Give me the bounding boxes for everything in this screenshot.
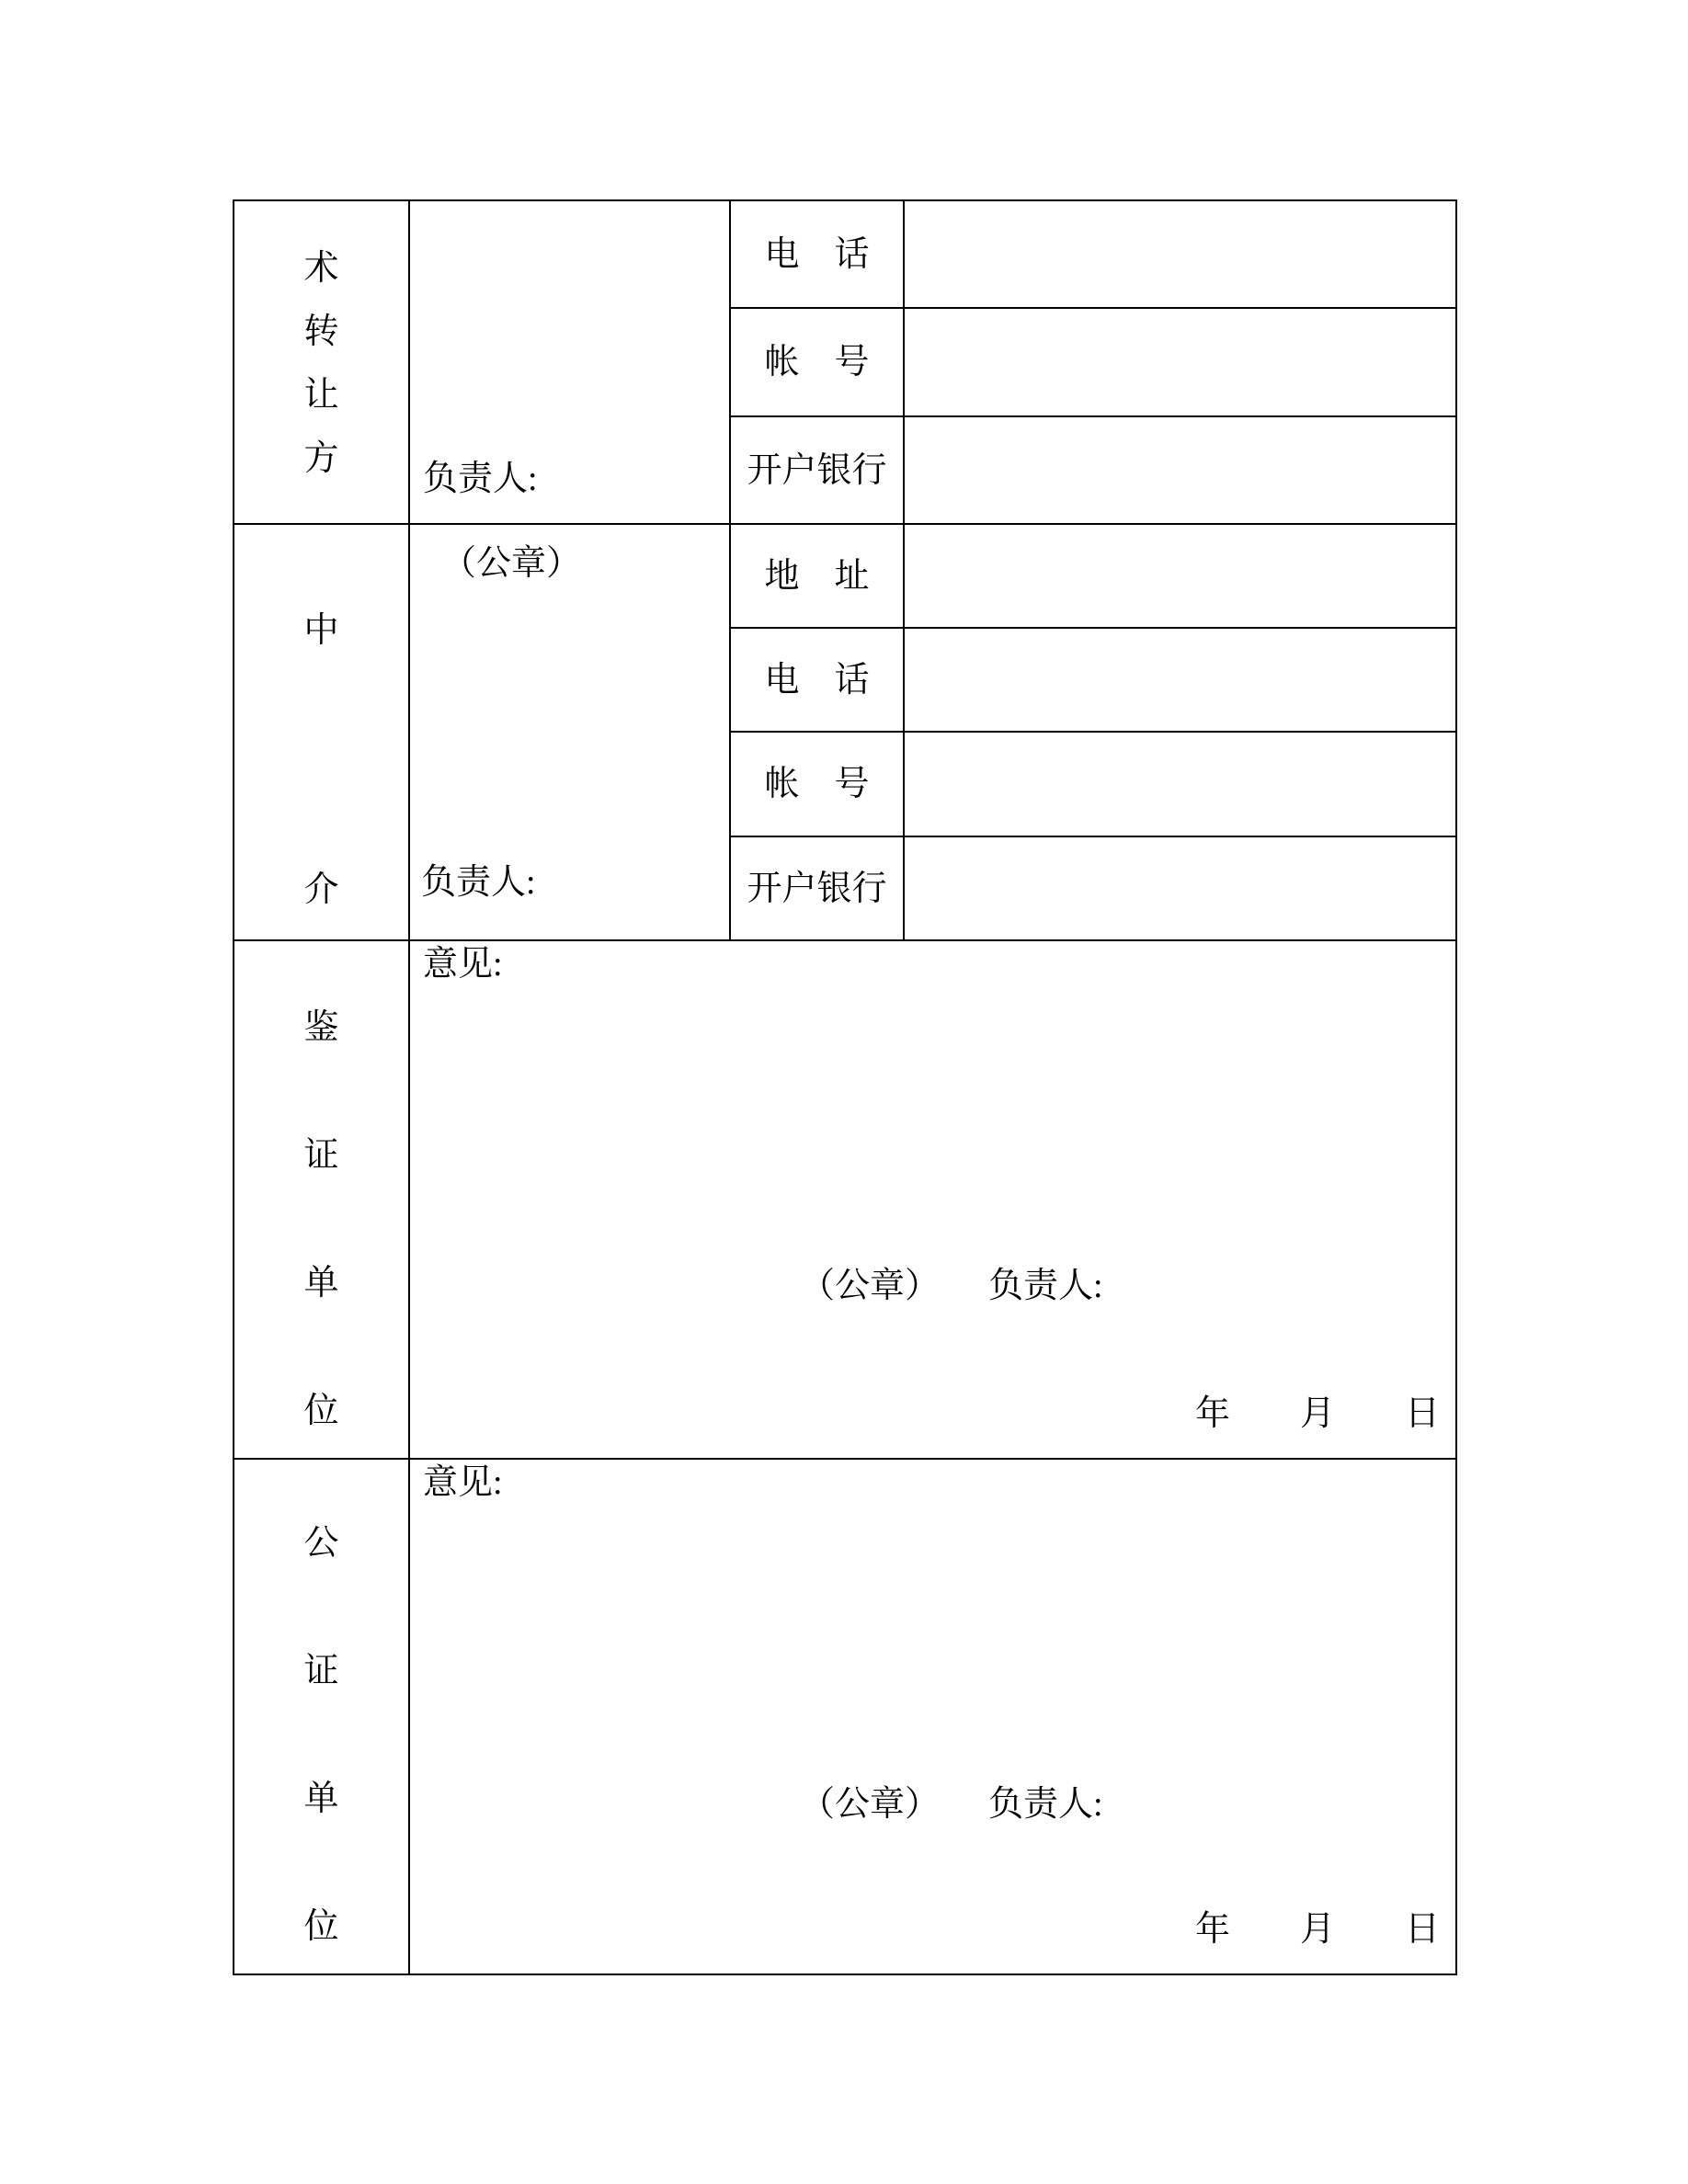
field-value-phone-transferor[interactable]: [904, 200, 1456, 308]
field-label-text: 开户银行: [747, 450, 887, 490]
party-char: 证: [303, 1135, 339, 1175]
field-value-bank-intermediary[interactable]: [904, 836, 1456, 940]
party-name-attestation: [234, 972, 408, 1428]
party-cell-attestation: [234, 940, 409, 1459]
manager-label-attestation: 负责人:: [988, 1267, 1103, 1305]
party-char: 介: [303, 870, 339, 909]
field-label-phone-transferor: [730, 200, 904, 308]
party-name-transferor: [234, 249, 408, 476]
party-cell-notary: [234, 1459, 409, 1974]
opinion-cell-notary[interactable]: [409, 1459, 1456, 1974]
manager-label-notary: 负责人:: [988, 1785, 1103, 1824]
field-label-text: 电 话: [764, 660, 870, 700]
seal-manager-row-notary: [800, 1787, 1103, 1822]
date-label-attestation: 年 月 日: [1194, 1394, 1440, 1433]
party-char: 让: [303, 375, 339, 415]
manager-label-intermediary: 负责人:: [421, 863, 536, 902]
party-char: 公: [303, 1524, 339, 1563]
party-char: 鉴: [303, 1007, 339, 1047]
date-label-notary: 年 月 日: [1194, 1910, 1440, 1949]
field-label-bank-intermediary: [730, 836, 904, 940]
party-char: 单: [303, 1780, 339, 1818]
opinion-cell-attestation[interactable]: [409, 940, 1456, 1459]
party-char: 证: [303, 1652, 339, 1690]
field-label-address-intermediary: [730, 524, 904, 628]
party-char: 术: [303, 248, 339, 288]
seal-manager-cell-transferor: [409, 200, 730, 524]
field-value-address-intermediary[interactable]: [904, 524, 1456, 628]
party-char: 中: [303, 610, 339, 650]
seal-label-intermediary: （公章）: [441, 544, 582, 583]
field-label-account-intermediary: [730, 732, 904, 836]
seal-manager-row-attestation: [800, 1268, 1103, 1303]
party-char: 转: [303, 312, 339, 351]
seal-label-attestation: （公章）: [800, 1267, 941, 1305]
field-label-text: 开户银行: [747, 869, 887, 908]
field-label-text: 电 话: [764, 234, 870, 274]
field-label-account-transferor: [730, 308, 904, 416]
party-name-intermediary: [234, 558, 408, 907]
contract-signature-table: [233, 199, 1457, 1975]
party-cell-intermediary: [234, 524, 409, 940]
seal-manager-cell-intermediary: [409, 524, 730, 940]
field-label-bank-transferor: [730, 416, 904, 524]
field-value-account-transferor[interactable]: [904, 308, 1456, 416]
opinion-label-notary: 意见:: [423, 1463, 503, 1502]
field-label-text: 帐 号: [764, 343, 870, 381]
party-char: 位: [303, 1391, 339, 1430]
seal-label-notary: （公章）: [800, 1785, 941, 1824]
field-label-text: 地 址: [764, 556, 870, 596]
party-name-notary: [234, 1489, 408, 1944]
field-label-text: 帐 号: [764, 765, 870, 803]
party-char: 位: [303, 1907, 339, 1946]
party-char: 单: [303, 1263, 339, 1302]
field-value-bank-transferor[interactable]: [904, 416, 1456, 524]
party-char: 方: [303, 438, 339, 478]
opinion-label-attestation: 意见:: [423, 945, 503, 984]
field-label-phone-intermediary: [730, 628, 904, 732]
field-value-account-intermediary[interactable]: [904, 732, 1456, 836]
party-cell-transferor: [234, 200, 409, 524]
field-value-phone-intermediary[interactable]: [904, 628, 1456, 732]
manager-label-transferor: 负责人:: [423, 460, 538, 498]
